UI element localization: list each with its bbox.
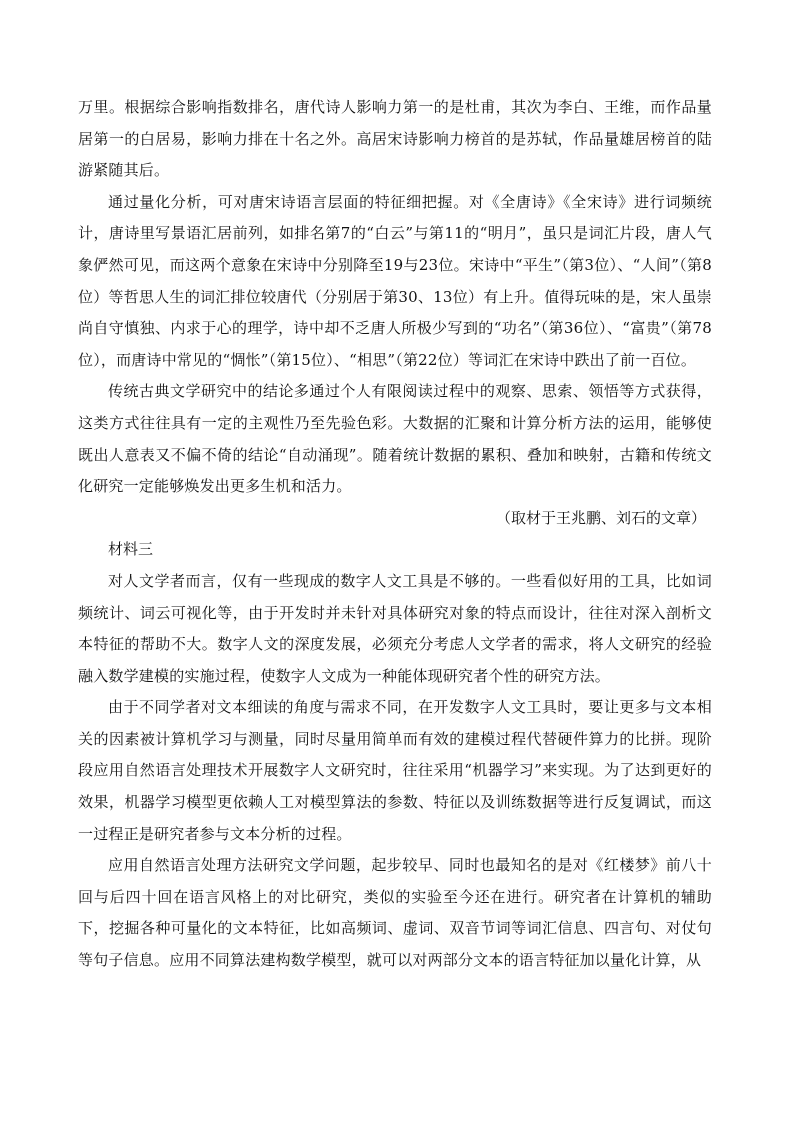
paragraph-2: 通过量化分析，可对唐宋诗语言层面的特征细把握。对《全唐诗》《全宋诗》进行词频统计，唐诗里写景语汇居前列，如排名第7的“白云”与第11的“明月”，虽只是词汇片段，唐人气象俨然可见，而这两个意象在宋诗中分别降至19与23位。宋诗中“平生”（第3位）、“人间”（第8位）等哲思人生的词汇排位较唐代（分别居于第30、13位）有上升。值得玩味的是，宋人虽崇尚自守慎独、内求于心的理学，诗中却不乏唐人所极少写到的“功名”（第36位）、“富贵”（第78位），而唐诗中常见的“惆怅”（第15位）、“相思”（第22位）等词汇在宋诗中跌出了前一百位。 [78, 192, 712, 369]
paragraph-6: 应用自然语言处理方法研究文学问题，起步较早、同时也最知名的是对《红楼梦》前八十回与后四十回在语言风格上的对比研究，类似的实验至今还在进行。研究者在计算机的辅助下，挖掘各种可量化的文本特征，比如高频词、虚词、双音节词等词汇信息、四言句、对仗句等句子信息。应用不同算法建构数学模型，就可以对两部分文本的语言特征加以量化计算，从 [78, 856, 712, 970]
paragraph-1: 万里。根据综合影响指数排名，唐代诗人影响力第一的是杜甫，其次为李白、王维，而作品量居第一的白居易，影响力排在十名之外。高居宋诗影响力榜首的是苏轼，作品量雄居榜首的陆游紧随其后。 [78, 98, 712, 180]
paragraph-5: 由于不同学者对文本细读的角度与需求不同，在开发数字人文工具时，要让更多与文本相关的因素被计算机学习与测量，同时尽量用简单而有效的建模过程代替硬件算力的比拼。现阶段应用自然语言处理技术开展数字人文研究时，往往采用“机器学习”来实现。为了达到更好的效果，机器学习模型更依赖人工对模型算法的参数、特征以及训练数据等进行反复调试，而这一过程正是研究者参与文本分析的过程。 [78, 698, 712, 843]
source-citation: （取材于王兆鹏、刘石的文章） [495, 508, 706, 527]
paragraph-4: 对人文学者而言，仅有一些现成的数字人文工具是不够的。一些看似好用的工具，比如词频统计、词云可视化等，由于开发时并未针对具体研究对象的特点而设计，往往对深入剖析文本特征的帮助不大。数字人文的深度发展，必须充分考虑人文学者的需求，将人文研究的经验融入数学建模的实施过程，使数字人文成为一种能体现研究者个性的研究方法。 [78, 571, 712, 685]
paragraph-3: 传统古典文学研究中的结论多通过个人有限阅读过程中的观察、思索、领悟等方式获得，这类方式往往具有一定的主观性乃至先验色彩。大数据的汇聚和计算分析方法的运用，能够使既出人意表又不偏不倚的结论“自动涌现”。随着统计数据的累积、叠加和映射，古籍和传统文化研究一定能够焕发出更多生机和活力。 [78, 382, 712, 496]
section-heading: 材料三 [108, 540, 154, 559]
